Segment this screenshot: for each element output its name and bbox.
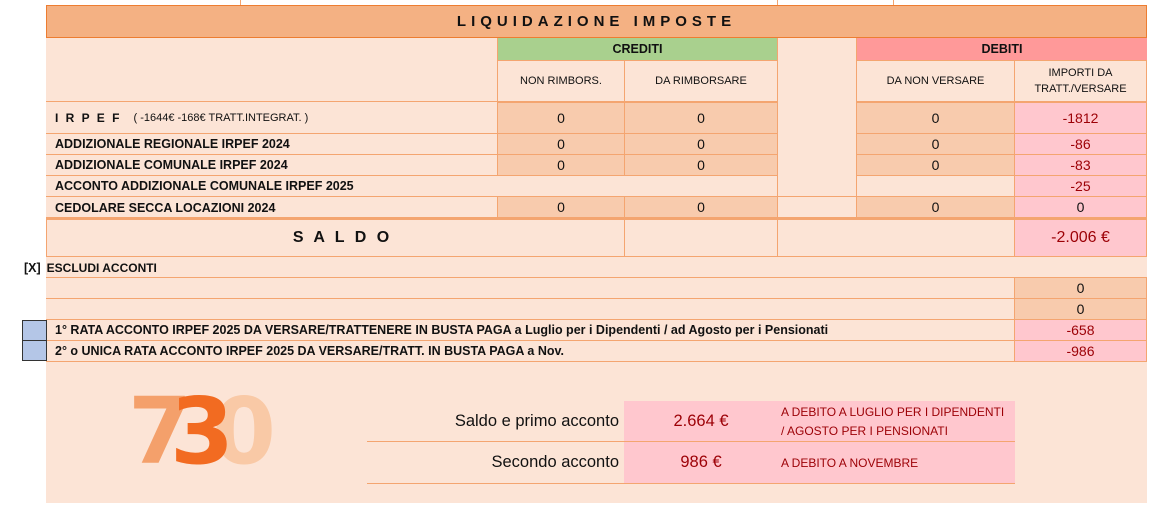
cell-value [856,133,1015,155]
cell-value [497,196,625,218]
col-header-da-rimborsare-label: DA RIMBORSARE [655,75,747,87]
cell-text: -1812 [1062,110,1099,126]
cell-text: 0 [557,136,565,152]
acconto-2-label: 2° o UNICA RATA ACCONTO IRPEF 2025 DA VERSARE/TRATT. IN BUSTA PAGA a Nov. [55,344,564,358]
summary-value-saldo-primo [624,401,778,441]
cell-text: 0 [557,110,565,126]
col-header-non-rimbors [497,60,625,102]
summary-value-text: 986 € [680,453,722,471]
cell-text: 0 [1076,301,1085,317]
summary-note-line1: A DEBITO A LUGLIO PER I DIPENDENTI [781,405,1005,419]
cell-text: 0 [931,136,940,152]
saldo-label-cell [46,219,625,257]
saldo-value-cell [1014,219,1147,257]
cell-importi [1014,175,1147,197]
summary-value-text: 2.664 € [673,411,729,430]
cell-importi [1014,196,1147,218]
col-header-importi [1014,60,1147,102]
col-header-da-rimborsare [624,60,778,102]
summary-value-secondo [624,442,778,483]
col-header-non-rimbors-label: NON RIMBORS. [520,75,602,87]
cell-text: 0 [1076,199,1085,215]
logo-digit-0: 0 [212,378,255,485]
row-label-cell [46,134,497,155]
summary-note-saldo-primo [777,401,1015,441]
saldo-label: S A L D O [292,229,393,246]
title-bar [46,5,1147,38]
cell-text: 0 [697,110,705,126]
summary-note-line2: / AGOSTO PER I PENSIONATI [781,424,948,438]
escludi-label: ESCLUDI ACCONTI [46,260,157,275]
cell-text: 0 [931,157,940,173]
cell-importi [1014,133,1147,155]
cell-text: -83 [1070,157,1091,173]
summary-note-line1: A DEBITO A NOVEMBRE [781,455,919,470]
page-title: LIQUIDAZIONE IMPOSTE [456,13,737,30]
acconto-1-label-cell [46,320,1015,341]
col-header-importi-line2: TRATT./VERSARE [1034,83,1127,95]
gap-divider [856,38,857,218]
cell-value [624,102,778,134]
row-irpef-label-cell [46,102,497,134]
cell-importi [1014,102,1147,134]
cell-value [624,196,778,218]
row-label: ADDIZIONALE COMUNALE IRPEF 2024 [55,158,288,172]
saldo-empty-cell [777,219,1015,257]
row-note: ( -1644€ -168€ TRATT.INTEGRAT. ) [133,111,309,124]
col-header-importi-line1: IMPORTI DA [1048,67,1113,79]
cell-text: 0 [557,157,565,173]
cell-text: -25 [1070,178,1091,194]
saldo-empty-cell [624,219,778,257]
row-label: I R P E F [55,110,122,125]
logo-digit-3: 3 [170,378,213,485]
summary-label-text: Saldo e primo acconto [454,411,619,430]
cell-value [856,102,1015,134]
cell-value [497,154,625,176]
cell-value [856,196,1015,218]
summary-label-secondo [367,442,621,483]
row-label-cell [46,197,497,218]
blank-row [46,278,1015,299]
saldo-value: -2.006 € [1051,229,1110,246]
cell-value [497,133,625,155]
cell-text: -986 [1066,343,1095,359]
cell-importi [1014,154,1147,176]
acconto-2-checkbox[interactable] [22,340,47,361]
cell-text: 0 [1076,280,1085,296]
acconto-1-value [1014,319,1147,341]
acconto-2-label-cell [46,341,1015,362]
crediti-header-label: CREDITI [612,42,663,56]
cell-text: 0 [697,199,705,215]
cell-text: 0 [557,199,565,215]
summary-note-secondo [777,442,1015,483]
row-label: ACCONTO ADDIZIONALE COMUNALE IRPEF 2025 [55,179,354,193]
row-label-cell [46,155,497,176]
acconto-2-value [1014,340,1147,362]
summary-label-text: Secondo acconto [491,453,619,471]
row-label: CEDOLARE SECCA LOCAZIONI 2024 [55,200,276,215]
cell-text: 0 [697,136,705,152]
cell-text: -658 [1066,322,1095,338]
summary-label-saldo-primo [367,401,621,441]
logo-730 [128,378,288,485]
blank-row-value [1014,277,1147,299]
debiti-header-label: DEBITI [981,42,1023,56]
blank-row [46,299,1015,320]
cell-value [624,133,778,155]
escludi-acconti-row[interactable] [24,257,1147,278]
crediti-header [497,38,778,60]
gap-divider [777,38,778,218]
cell-value [624,154,778,176]
debiti-header [856,38,1147,60]
acconto-1-label: 1° RATA ACCONTO IRPEF 2025 DA VERSARE/TRATTENERE IN BUSTA PAGA a Luglio per i Dipendenti / ad Agosto per i Pensionati [55,323,829,337]
cell-value [497,102,625,134]
escludi-checkbox[interactable]: [X] [24,260,41,275]
cell-text: -86 [1070,136,1091,152]
cell-text: 0 [697,157,705,173]
blank-row-value [1014,298,1147,320]
row-label: ADDIZIONALE REGIONALE IRPEF 2024 [55,137,290,151]
col-header-da-non-versare-label: DA NON VERSARE [886,75,985,87]
logo-digit-7: 7 [128,378,171,485]
cell-value [856,154,1015,176]
summary-separator [367,483,1015,484]
acconto-1-checkbox[interactable] [22,320,47,341]
cell-text: 0 [931,110,940,126]
cell-text: 0 [931,199,940,215]
row-label-cell [46,176,1015,197]
col-header-da-non-versare [856,60,1015,102]
